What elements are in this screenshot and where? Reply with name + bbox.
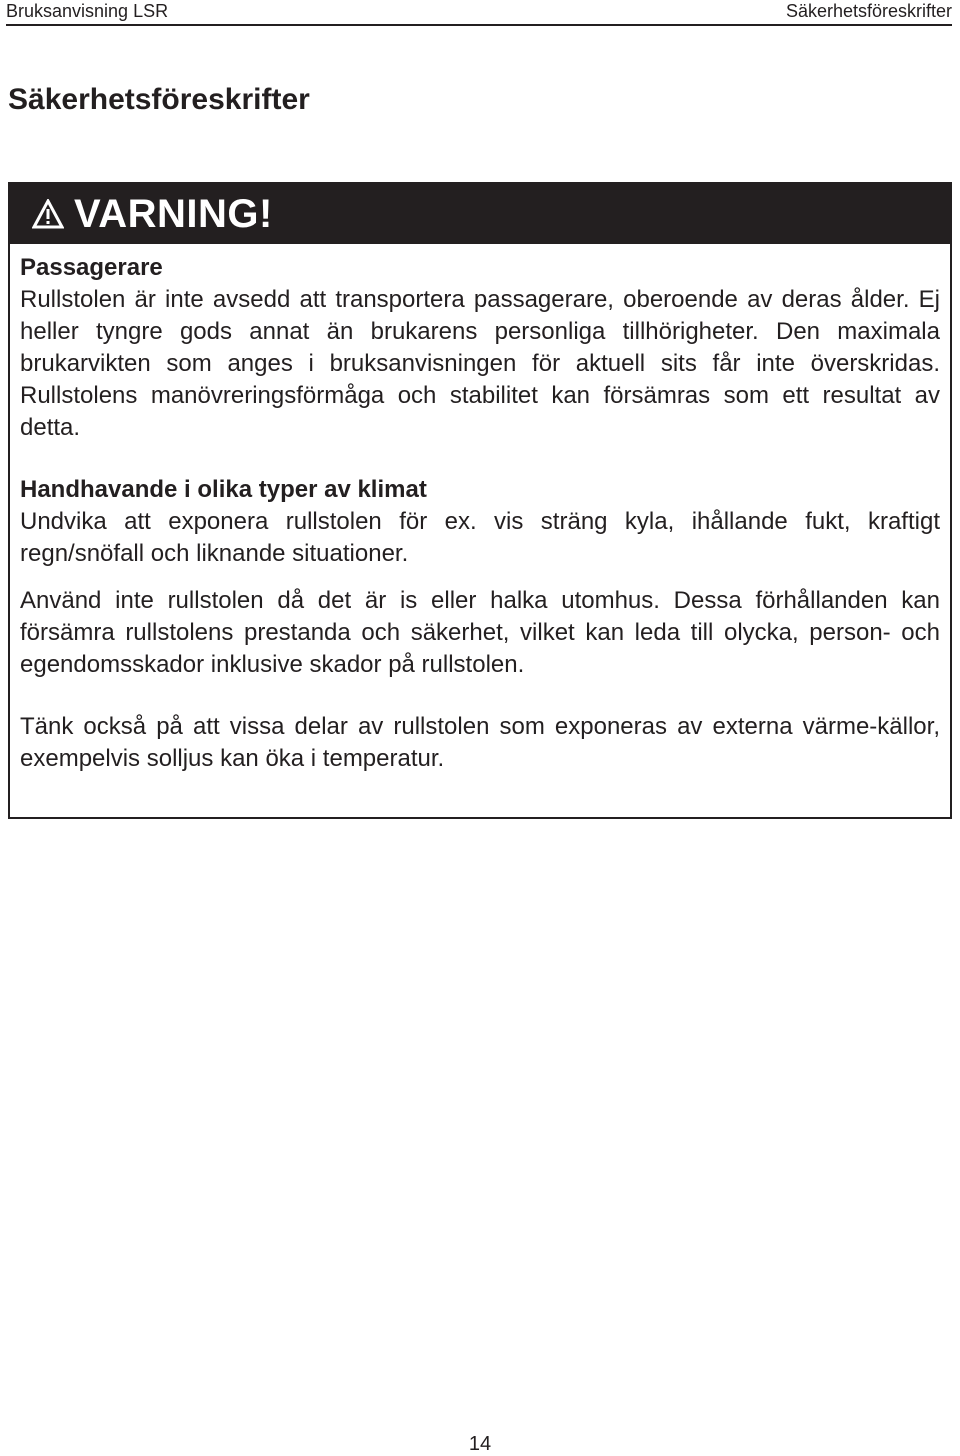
page-title: Säkerhetsföreskrifter <box>8 83 310 116</box>
section-heading: Handhavande i olika typer av klimat <box>20 476 427 503</box>
warning-box <box>8 182 952 819</box>
header-section-title: Säkerhetsföreskrifter <box>785 1 952 21</box>
section-heading: Passagerare <box>20 254 163 281</box>
page-number: 14 <box>468 1433 492 1455</box>
running-header <box>6 0 952 26</box>
warning-title: VARNING! <box>74 192 273 236</box>
paragraph: Rullstolen är inte avsedd att transportera passagerare, oberoende av deras ålder. Ej heller tyngre gods annat än brukarens personliga tillhörigheter. Den maximala brukarvikten som anges i bruksanvisningen för aktuell sits får inte överskridas. Rullstolens manövreringsförmåga och stabilitet kan försämras som ett resultat av detta. <box>20 286 940 441</box>
paragraph: Undvika att exponera rullstolen för ex. vis sträng kyla, ihållande fukt, kraftigt regn/snöfall och liknande situationer. <box>20 508 940 567</box>
warning-triangle-icon <box>32 199 74 229</box>
paragraph: Använd inte rullstolen då det är is eller halka utomhus. Dessa förhållanden kan försämra rullstolens prestanda och säkerhet, vilket kan leda till olycka, person- och egendomsskador inklusive skador på rullstolen. <box>20 587 940 678</box>
warning-body <box>10 244 950 775</box>
paragraph: Tänk också på att vissa delar av rullstolen som exponeras av externa värme-källor, exempelvis solljus kan öka i temperatur. <box>20 713 940 772</box>
header-document-title: Bruksanvisning LSR <box>6 1 169 21</box>
warning-banner <box>10 184 950 244</box>
